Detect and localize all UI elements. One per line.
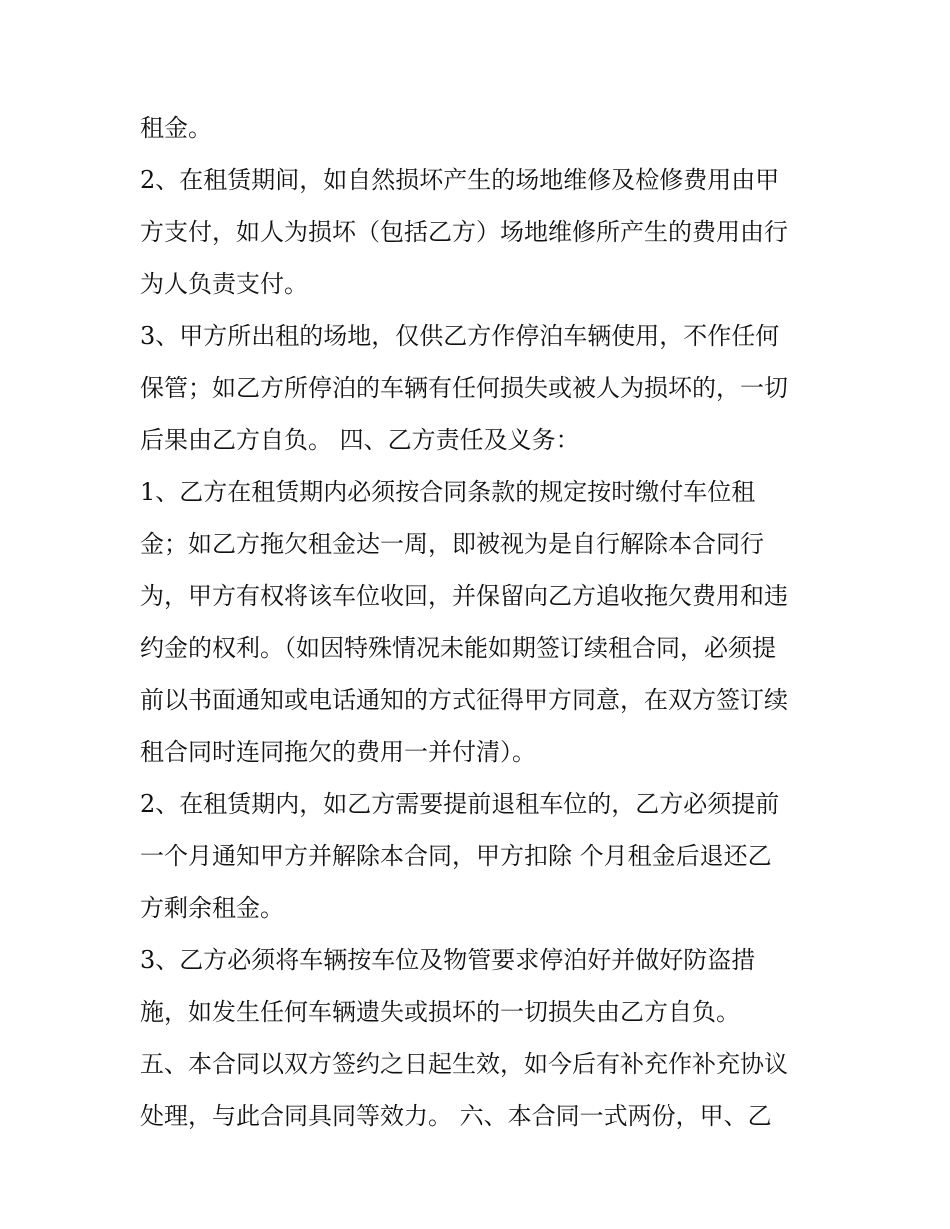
text-line: 租合同时连同拖欠的费用一并付清）。: [140, 738, 536, 766]
text-line: 前以书面通知或电话通知的方式征得甲方同意，在双方签订续: [140, 686, 788, 714]
text-line: 处理，与此合同具同等效力。 六、本合同一式两份，甲、乙: [140, 1102, 772, 1130]
text-line: 方剩余租金。: [140, 894, 284, 922]
text-line: 五、本合同以双方签约之日起生效，如今后有补充作补充协议: [140, 1050, 788, 1078]
text-line: 方支付，如人为损坏（包括乙方）场地维修所产生的费用由行: [140, 218, 788, 246]
text-line: 3、乙方必须将车辆按车位及物管要求停泊好并做好防盗措: [140, 946, 756, 974]
text-line: 为，甲方有权将该车位收回，并保留向乙方追收拖欠费用和违: [140, 582, 788, 610]
text-line: 为人负责支付。: [140, 270, 308, 298]
text-line: 租金。: [140, 114, 212, 142]
text-line: 一个月通知甲方并解除本合同，甲方扣除 个月租金后退还乙: [140, 842, 772, 870]
text-line: 2、在租赁期间，如自然损坏产生的场地维修及检修费用由甲: [140, 166, 780, 194]
text-line: 后果由乙方自负。 四、乙方责任及义务：: [140, 426, 580, 454]
text-line: 1、乙方在租赁期内必须按合同条款的规定按时缴付车位租: [140, 478, 756, 506]
text-line: 3、甲方所出租的场地，仅供乙方作停泊车辆使用，不作任何: [140, 322, 780, 350]
text-line: 施，如发生任何车辆遗失或损坏的一切损失由乙方自负。: [140, 998, 740, 1026]
text-line: 保管；如乙方所停泊的车辆有任何损失或被人为损坏的，一切: [140, 374, 788, 402]
text-line: 金；如乙方拖欠租金达一周，即被视为是自行解除本合同行: [140, 530, 764, 558]
text-line: 约金的权利。（如因特殊情况未能如期签订续租合同，必须提: [140, 634, 776, 662]
text-line: 2、在租赁期内，如乙方需要提前退租车位的，乙方必须提前: [140, 790, 780, 818]
